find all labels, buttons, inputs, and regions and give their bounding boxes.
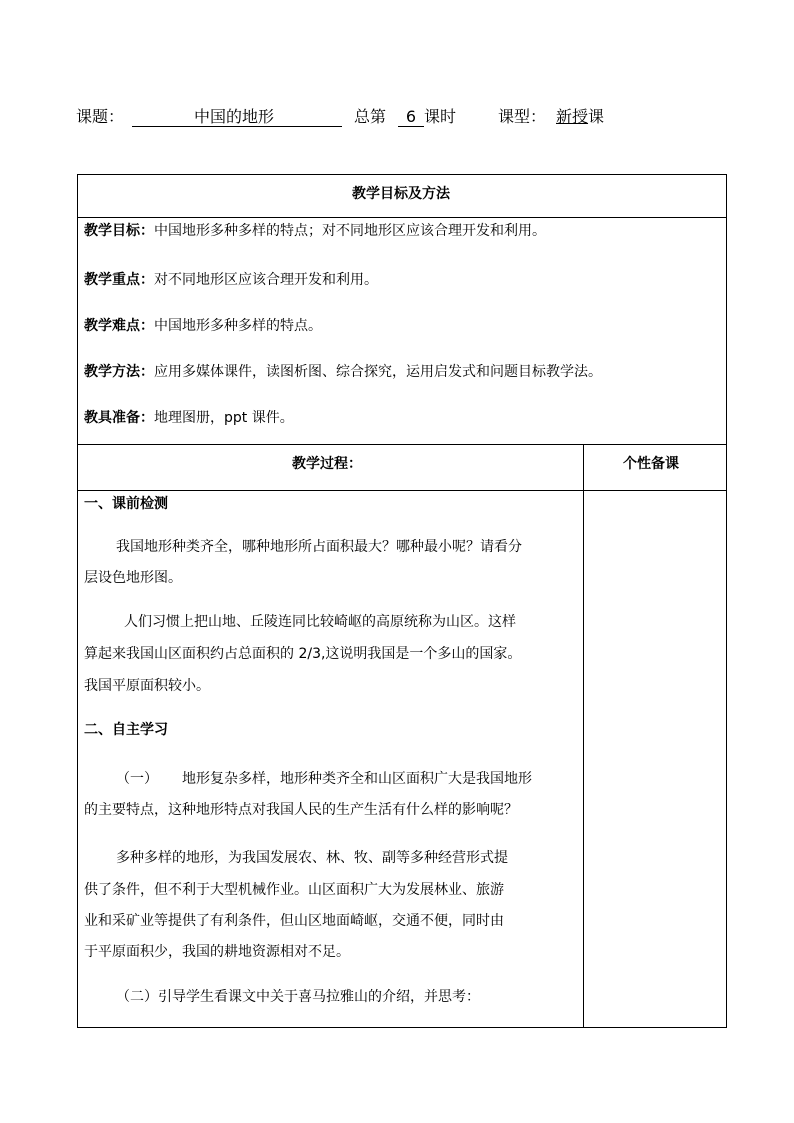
topic-title: 中国的地形 (194, 107, 275, 126)
paragraph-line: 算起来我国山区面积约占总面积的 2/3,这说明我国是一个多山的国家。 (84, 646, 522, 662)
paragraph-line: 业和采矿业等提供了有利条件，但山区地面崎岖，交通不便，同时由 (84, 913, 504, 929)
paragraph-line: 人们习惯上把山地、丘陵连同比较崎岖的高原统称为山区。这样 (124, 614, 516, 630)
objective-row (84, 316, 322, 336)
objective-label: 教学方法： (84, 364, 154, 380)
objective-label: 教学难点： (84, 318, 154, 334)
objective-label: 教具准备： (84, 410, 154, 426)
table-divider (77, 490, 727, 491)
type-label: 课型： (498, 107, 547, 126)
objectives-heading: 教学目标及方法 (352, 186, 450, 202)
objective-row (84, 408, 294, 428)
paragraph-line: 我国平原面积较小。 (84, 678, 210, 694)
table-column-divider (583, 444, 584, 1028)
paragraph-line: 层设色地形图。 (84, 570, 182, 586)
table-divider (77, 217, 727, 218)
objective-label: 教学目标： (84, 223, 154, 239)
paragraph-line: （二）引导学生看课文中关于喜马拉雅山的介绍，并思考： (116, 989, 480, 1005)
paragraph-line: 多种多样的地形，为我国发展农、林、牧、副等多种经营形式提 (116, 850, 508, 866)
paragraph-line: 地形复杂多样，地形种类齐全和山区面积广大是我国地形 (182, 771, 532, 787)
topic-label: 课题： (76, 107, 125, 126)
total-suffix: 课时 (424, 107, 457, 126)
process-heading: 教学过程： (292, 456, 362, 472)
objective-text: 地理图册，ppt 课件。 (154, 410, 294, 426)
objective-row (84, 221, 546, 241)
objective-row (84, 270, 378, 290)
objective-row (84, 362, 602, 382)
objective-label: 教学重点： (84, 272, 154, 288)
paragraph-line: 供了条件，但不利于大型机械作业。山区面积广大为发展林业、旅游 (84, 882, 504, 898)
lesson-number: 6 (398, 104, 424, 127)
objective-text: 对不同地形区应该合理开发和利用。 (154, 272, 378, 288)
lesson-type: 新授课 (556, 107, 605, 126)
total-prefix: 总第 (354, 107, 387, 126)
notes-heading: 个性备课 (623, 456, 679, 472)
paragraph-line: 于平原面积少，我国的耕地资源相对不足。 (84, 944, 350, 960)
objective-text: 中国地形多种多样的特点。 (154, 318, 322, 334)
section2-title: 二、自主学习 (84, 722, 168, 738)
section1-title: 一、课前检测 (84, 496, 168, 512)
objective-text: 应用多媒体课件，读图析图、综合探究，运用启发式和问题目标教学法。 (154, 364, 602, 380)
paragraph-line: 我国地形种类齐全，哪种地形所占面积最大？哪种最小呢？请看分 (116, 539, 522, 555)
table-divider (77, 444, 727, 445)
paragraph-marker: （一） (116, 771, 158, 787)
objective-text: 中国地形多种多样的特点；对不同地形区应该合理开发和利用。 (154, 223, 546, 239)
paragraph-line: 的主要特点，这种地形特点对我国人民的生产生活有什么样的影响呢？ (84, 802, 518, 818)
